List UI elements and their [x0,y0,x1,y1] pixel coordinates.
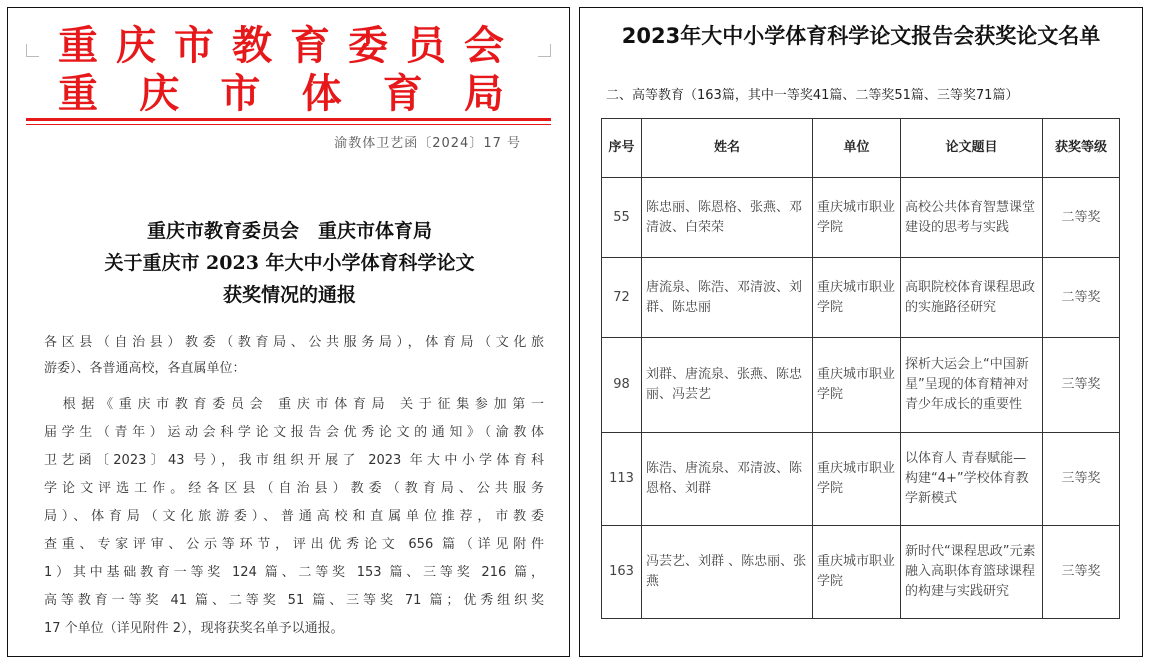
cell-level: 三等奖 [1043,526,1120,619]
cell-level: 二等奖 [1043,258,1120,338]
table-row [602,433,1120,526]
cell-unit: 重庆城市职业学院 [813,258,901,338]
cell-no: 163 [602,526,642,619]
red-heading-edu-commission: 重庆市教育委员会 [58,22,508,69]
red-rule-thin [26,124,551,125]
body-line: 高等教育一等奖 41 篇、二等奖 51 篇、三等奖 71 篇；优秀组织奖 [44,593,544,608]
cell-unit: 重庆城市职业学院 [813,526,901,619]
cell-no: 55 [602,178,642,258]
body-line: 卫艺函〔2023〕43 号），我市组织开展了 2023 年大中小学体育科 [44,453,544,468]
cell-level: 三等奖 [1043,433,1120,526]
cell-unit: 重庆城市职业学院 [813,178,901,258]
notice-document [7,7,570,657]
red-rule-thick [26,118,551,121]
col-header-title: 论文题目 [901,119,1043,178]
body-line: 各区县（自治县）教委（教育局、公共服务局），体育局（文化旅 [44,335,544,350]
cell-unit: 重庆城市职业学院 [813,433,901,526]
cell-names: 刘群、唐流泉、张燕、陈忠丽、冯芸艺 [642,338,813,433]
notice-title-line: 获奖情况的通报 [222,284,356,306]
col-header-level: 获奖等级 [1043,119,1120,178]
table-row [602,338,1120,433]
cell-no: 72 [602,258,642,338]
cell-names: 唐流泉、陈浩、邓清波、刘群、陈忠丽 [642,258,813,338]
cell-names: 陈浩、唐流泉、邓清波、陈恩格、刘群 [642,433,813,526]
col-header-unit: 单位 [813,119,901,178]
corner-mark [26,44,39,57]
award-list-title: 2023年大中小学体育科学论文报告会获奖论文名单 [621,24,1101,48]
body-line: 根据《重庆市教育委员会 重庆市体育局 关于征集参加第一 [44,397,544,412]
body-line: 届学生（青年）运动会科学论文报告会优秀论文的通知》（渝教体 [44,425,544,440]
cell-names: 冯芸艺、刘群 、陈忠丽、张燕 [642,526,813,619]
cell-no: 113 [602,433,642,526]
cell-title: 高校公共体育智慧课堂建设的思考与实践 [901,178,1043,258]
cell-title: 新时代“课程思政”元素融入高职体育篮球课程的构建与实践研究 [901,526,1043,619]
body-line: 游委）、各普通高校，各直属单位： [44,361,246,376]
body-line: 查重、专家评审、公示等环节，评出优秀论文 656 篇（详见附件 [44,537,544,552]
table-row [602,178,1120,258]
cell-level: 三等奖 [1043,338,1120,433]
cell-unit: 重庆城市职业学院 [813,338,901,433]
red-heading-sports-bureau: 重庆市体育局 [58,70,508,117]
section-heading: 二、高等教育（163篇，其中一等奖41篇、二等奖51篇、三等奖71篇） [606,88,1019,103]
cell-title: 探析大运会上“中国新星”呈现的体育精神对青少年成长的重要性 [901,338,1043,433]
table-header-row [602,119,1120,178]
cell-level: 二等奖 [1043,178,1120,258]
cell-title: 以体育人 青春赋能—构建“4+”学校体育教学新模式 [901,433,1043,526]
cell-names: 陈忠丽、陈恩格、张燕、邓清波、白荣荣 [642,178,813,258]
cell-title: 高职院校体育课程思政的实施路径研究 [901,258,1043,338]
award-table [601,118,1120,619]
body-line: 1）其中基础教育一等奖 124 篇、二等奖 153 篇、三等奖 216 篇， [44,565,544,580]
body-line: 学论文评选工作。经各区县（自治县）教委（教育局、公共服务 [44,481,544,496]
table-row [602,258,1120,338]
col-header-no: 序号 [602,119,642,178]
notice-title-line: 关于重庆市 2023 年大中小学体育科学论文 [104,252,475,274]
corner-mark [538,44,551,57]
document-number: 渝教体卫艺函〔2024〕17 号 [334,136,521,151]
body-line: 17 个单位（详见附件 2），现将获奖名单予以通报。 [44,621,344,636]
body-line: 局）、体育局（文化旅游委）、普通高校和直属单位推荐，市教委 [44,509,544,524]
col-header-names: 姓名 [642,119,813,178]
notice-title-line: 重庆市教育委员会 重庆市体育局 [146,220,432,242]
award-list-document [579,7,1143,657]
table-row [602,526,1120,619]
cell-no: 98 [602,338,642,433]
